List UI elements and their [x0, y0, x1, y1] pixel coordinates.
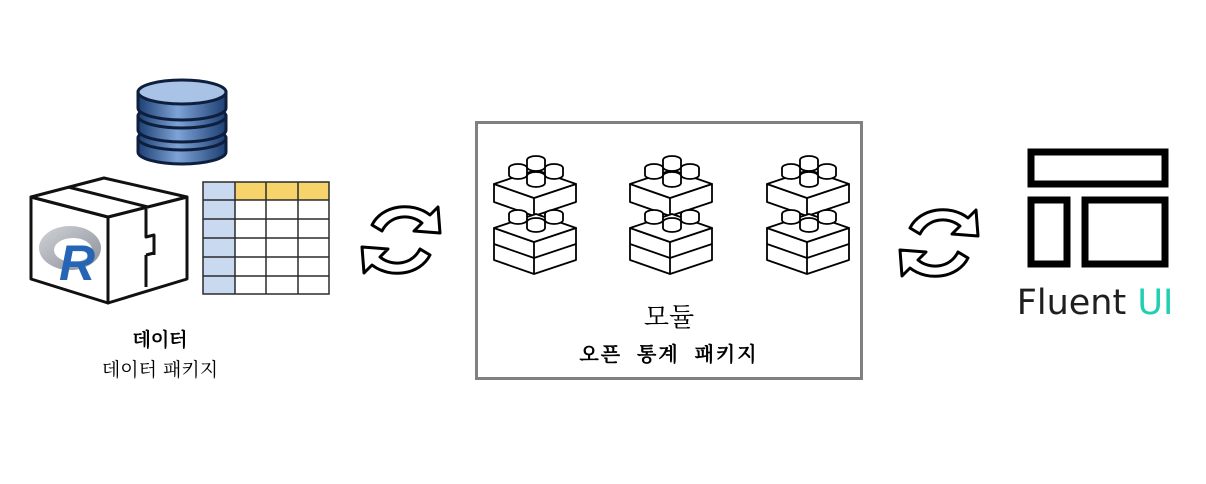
sync-icon: [352, 195, 450, 285]
data-subtitle: 데이터 패키지: [101, 359, 219, 381]
fluent-ui-label-main: Fluent: [1016, 283, 1138, 323]
module-title: 모듈: [643, 303, 695, 333]
lego-brick-stack-icon: [763, 150, 853, 278]
sync-icon: [890, 198, 988, 288]
lego-brick-stack-icon: [490, 150, 580, 278]
layout-icon: [1025, 148, 1171, 268]
r-logo-letter: R: [59, 235, 96, 291]
database-icon: [130, 72, 234, 168]
data-title: 데이터: [132, 329, 188, 351]
lego-brick-stack-icon: [626, 150, 716, 278]
fluent-ui-label: [990, 283, 1200, 323]
r-logo-icon: [37, 222, 107, 291]
table-icon: [202, 181, 330, 295]
module-subtitle: 오픈 통계 패키지: [579, 342, 759, 366]
fluent-ui-label-accent: UI: [1137, 283, 1174, 323]
